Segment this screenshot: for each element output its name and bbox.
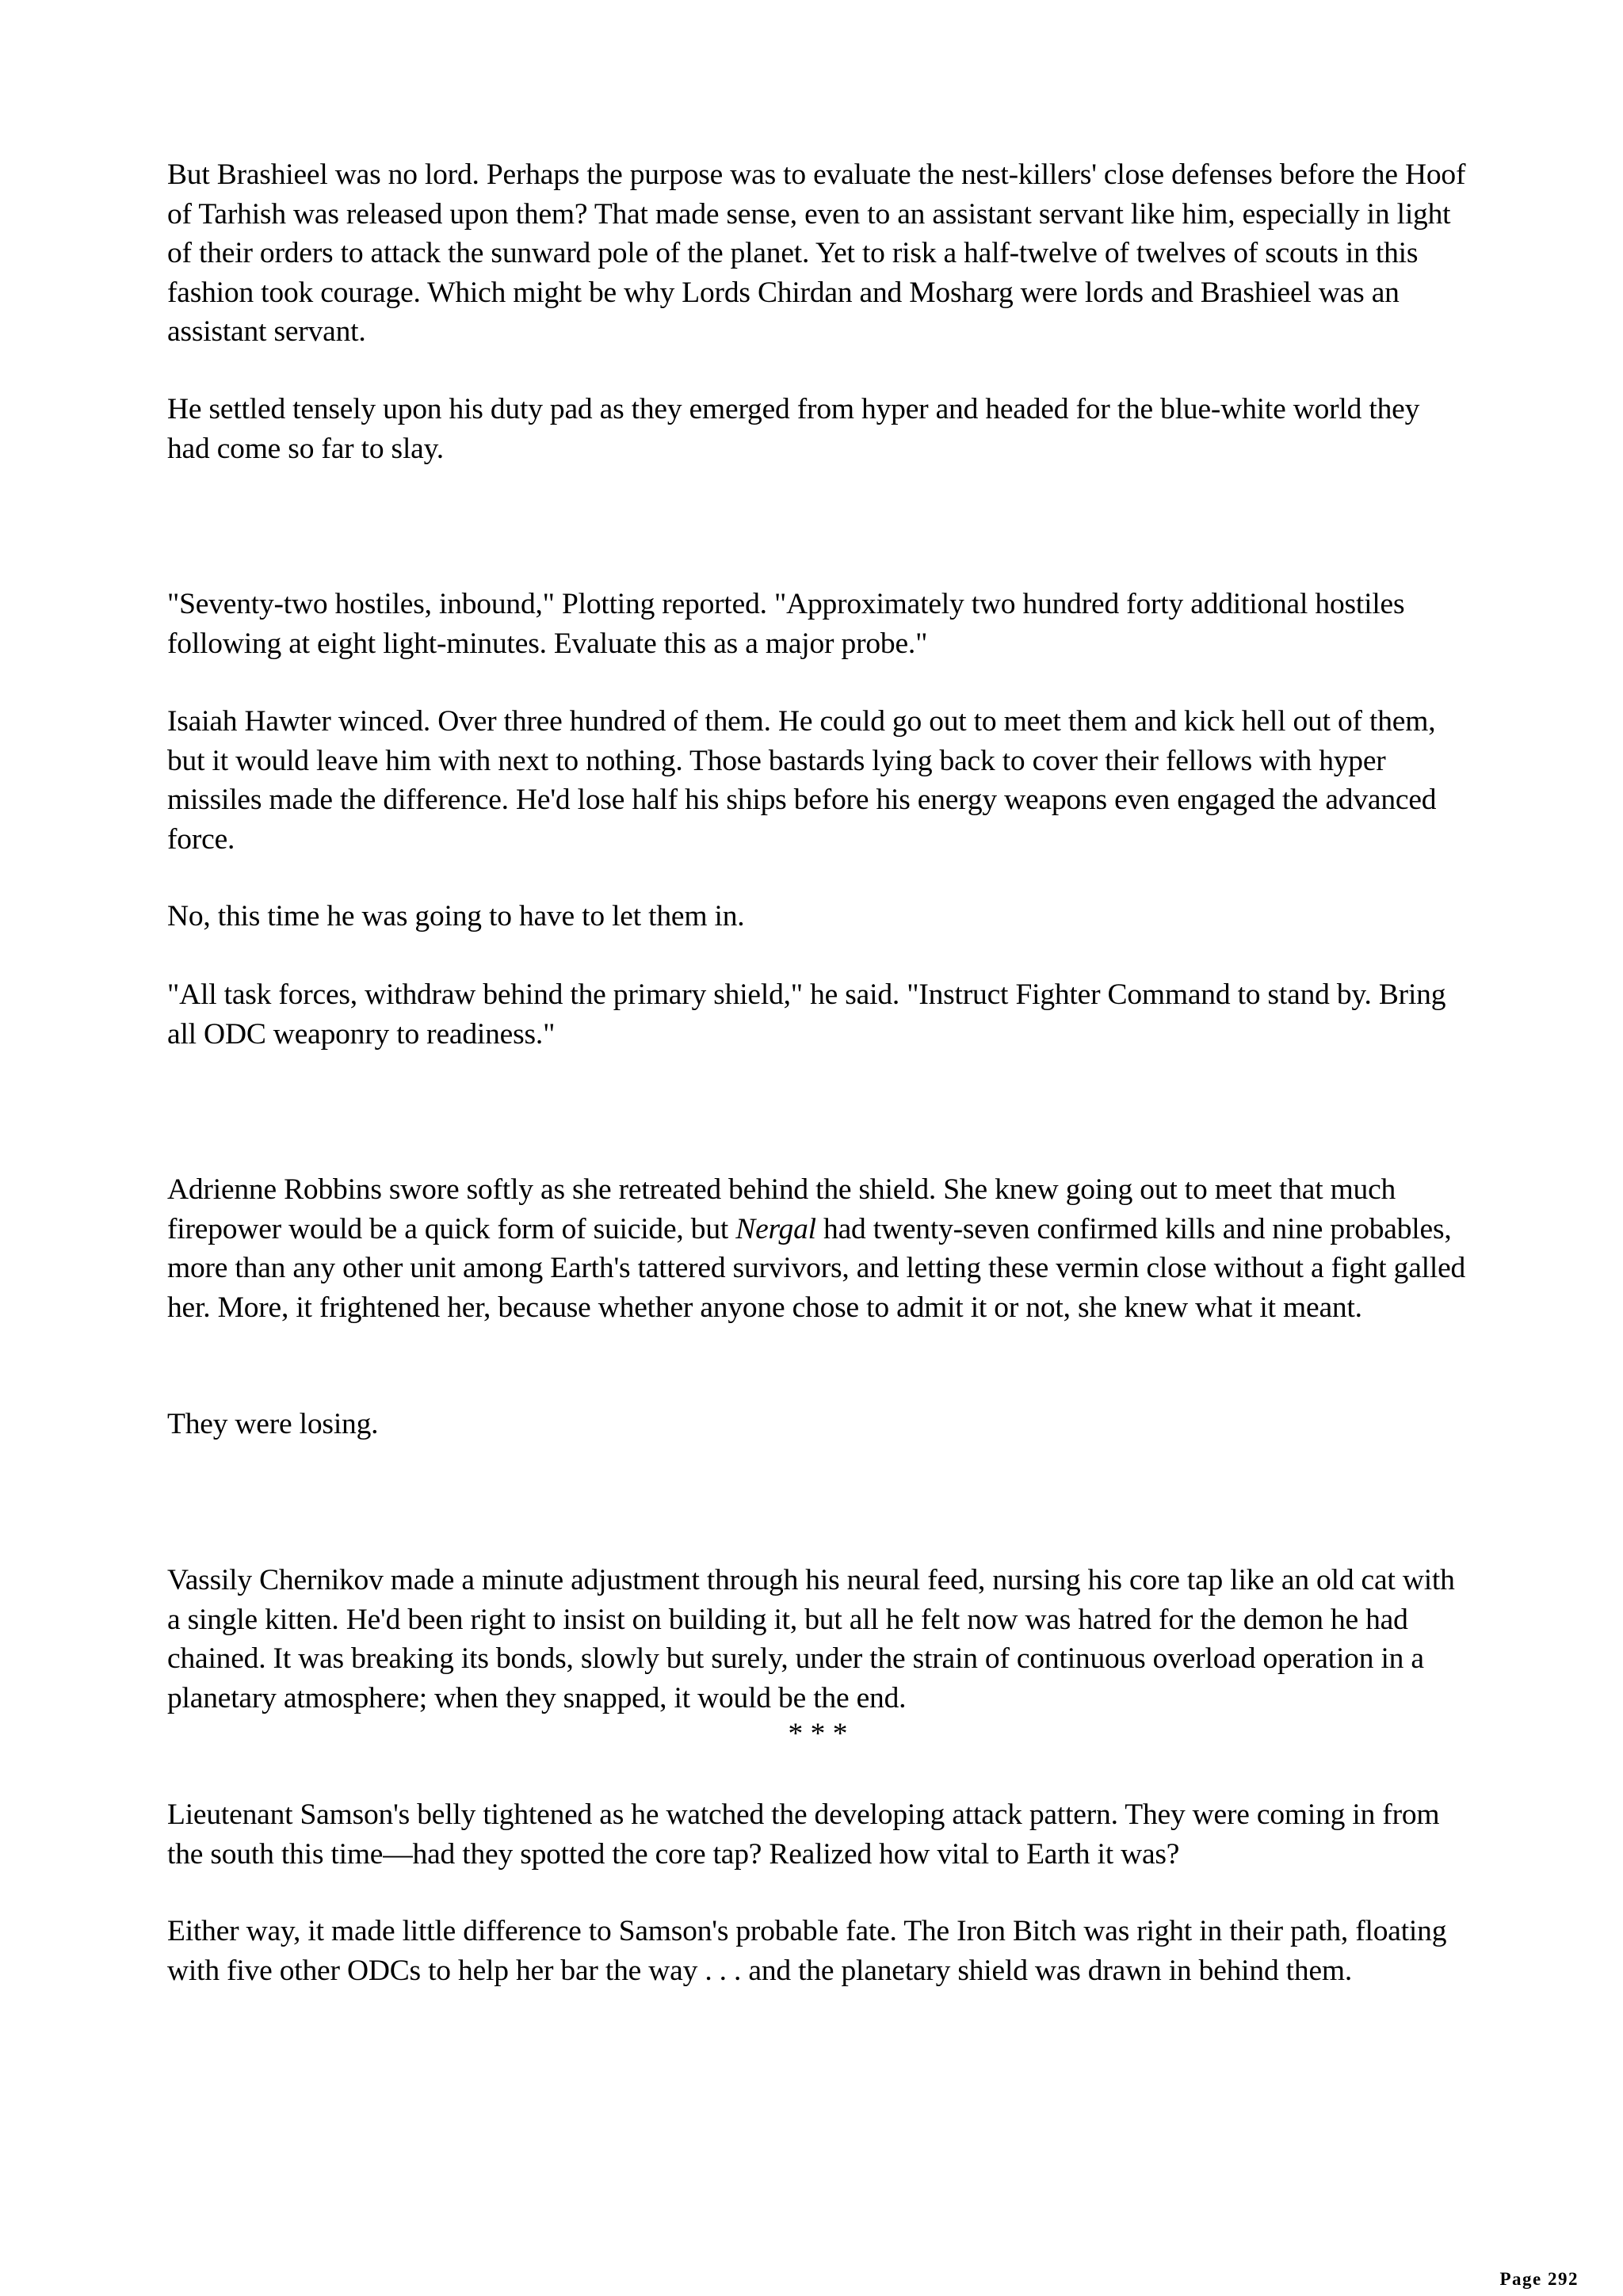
page-number: Page 292: [1499, 2269, 1579, 2289]
paragraph-robbins-text-before: Adrienne Robbins swore softly as she retreated behind the shield. She knew going out to meet that much firepower would be a quick form of suicide, but: [167, 1173, 1396, 1245]
paragraph-brashieel-duty-pad: He settled tensely upon his duty pad as they emerged from hyper and headed for the blue-white world they had come so far to slay.: [167, 393, 1420, 465]
paragraph-robbins-retreat: [167, 1170, 1467, 1327]
paragraph-let-them-in: No, this time he was going to have to let them in.: [167, 900, 745, 933]
paragraph-brashieel-purpose: But Brashieel was no lord. Perhaps the purpose was to evaluate the nest-killers' close defenses before the Hoof of Tarhish was released upon them? That made sense, even to an assistant servant like him, especially in light of their orders to attack the sunward pole of the planet. Yet to risk a half-twelve of twelves of scouts in this fashion took courage. Which might be why Lords Chirdan and Mosharg were lords and Brashieel was an assistant servant.: [167, 158, 1466, 348]
ship-name-emphasis: Nergal: [735, 1212, 816, 1245]
scene-break: [0, 1714, 1623, 1754]
paragraph-samson-attack-pattern: Lieutenant Samson's belly tightened as he watched the developing attack pattern. They were coming in from the south this time—had they spotted the core tap? Realized how vital to Earth it was?: [167, 1798, 1440, 1871]
paragraph-chernikov-core-tap: Vassily Chernikov made a minute adjustment through his neural feed, nursing his core tap like an old cat with a single kitten. He'd been right to insist on building it, but all he felt now was hatred for the demon he had chained. It was breaking its bonds, slowly but surely, under the strain of continuous overload operation in a planetary atmosphere; when they snapped, it would be the end.: [167, 1564, 1455, 1714]
paragraph-robbins-text-after: had twenty-seven confirmed kills and nine probables, more than any other unit among Earth's tattered survivors, and letting these vermin close without a fight galled her. More, it frightened her, because whether anyone chose to admit it or not, she knew what it meant.: [167, 1212, 1466, 1324]
paragraph-task-forces-order: "All task forces, withdraw behind the primary shield," he said. "Instruct Fighter Command to stand by. Bring all ODC weaponry to readiness.": [167, 978, 1446, 1051]
paragraph-they-were-losing: They were losing.: [167, 1408, 379, 1440]
paragraph-samson-fate: Either way, it made little difference to Samson's probable fate. The Iron Bitch was right in their path, floating with five other ODCs to help her bar the way . . . and the planetary shield was drawn in behind them.: [167, 1915, 1447, 1987]
paragraph-hawter-winced: Isaiah Hawter winced. Over three hundred of them. He could go out to meet them and kick hell out of them, but it would leave him with next to nothing. Those bastards lying back to cover their fellows with hyper missiles made the difference. He'd lose half his ships before his energy weapons even engaged the advanced force.: [167, 705, 1437, 856]
paragraph-plotting-report: "Seventy-two hostiles, inbound," Plotting reported. "Approximately two hundred forty additional hostiles following at eight light-minutes. Evaluate this as a major probe.": [167, 588, 1405, 660]
scene-break-asterisks: * * *: [788, 1718, 848, 1750]
